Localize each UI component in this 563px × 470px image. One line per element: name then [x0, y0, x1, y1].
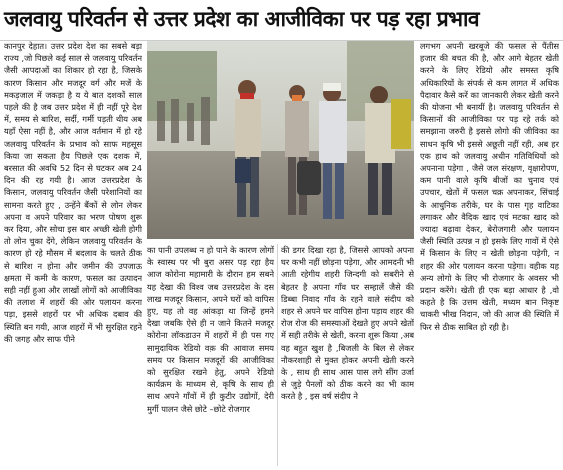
article-column-2 — [147, 244, 274, 468]
article-column-3 — [281, 244, 414, 468]
article-text-3: की डगर दिखा रहा है, जिससे आपको अपना घर कभी नहीं छोड़ना पड़ेगा, और आमदनी भी आती रहेगीय शहरी जिन्दगी को सबरीने से बेहतर है अपना गाँव घर सम्हालें जैसे की डिब्बा निवाद गाँव के रहने वाले संदीप को शहर से अपने घर वापिस होना पड़ाय शहर की रोज रोज की समस्याओं देखते हुए अपने खेतों में सही तरीके से खेती, करना शुरू किया ,अब वह बहुत खुश है ,बिजली के बिल से लेकर नौकरशाही से मुक्त होकर अपनी खेती करने के , साथ ही साथ आस पास लगे सींग उर्जा से जुड़े पैनलों को ठीक करने का भी काम करते है , इस वर्ष संदीप ने — [281, 245, 414, 402]
headline: जलवायु परिवर्तन से उत्तर प्रदेश का आजीविका पर पड़ रहा प्रभाव — [4, 7, 480, 31]
headline-bar — [0, 0, 563, 41]
photo-illustration — [147, 41, 414, 239]
article-text-1: कानपुर देहात। उत्तर प्रदेश देश का सबसे बड़ा राज्य ,जो पिछले कई साल से जलवायु परिवर्तन जैसी आपदाओं का शिकार हो रहा है, जिसके कारण किसान और मजदूर वर्ग और मजें के मकड़जाल में जकड़ा है य ये बात दशकों साल पहले की है जब उत्तर प्रदेश में ही नहीं पूरे देश में, समय से बारिश, सर्दी, गर्मी पड़ती थीय अब यहाँ ऐसा नहीं है, और आज वर्तमान में हो रहे जलवायु परिवर्तन के प्रभाव को साफ महसूस किया जा सकता हैय पिछले एक दशक में, बरसात की अवधि 52 दिन से घटकर अब 24 दिन की रह गयी है। आज उत्तरप्रदेश के किसान, जलवायु परिवर्तन जैसी परेशानियों का सामना करते हुए , उन्हेंने बैंकों से लोन लेकर अपना व अपने परिवार का भरण पोषण शुरू कर दिया, और सोचा इस बार अच्छी खेती होगी तो लोन चुका देंगे, लेकिन जलवायु परिवर्तन के कारण हो रहे मौसम में बदलाव के चलते ठीक से बारिश न होना और जमीन की उपजाऊ क्षमता में कमी के कारण, फसल का उत्पादन सही नहीं हुआ और लाखों लोगों को आजीविका की तलाश में शहरों की ओर पलायन करना पड़ा, इससे शहरों पर भी अधिक दबाव की स्थिति बन गयी, आज शहरों में भी सुरक्षित रहने की जगह और साफ पीने — [4, 41, 142, 344]
article-column-4 — [420, 40, 559, 468]
news-photo-migrant-workers — [147, 41, 414, 239]
article-text-4: लगभग अपनी खरबूजे की फसल से पैंतीस हजार की बचत की है, और आगे बेहतर खेती करने के लिए रेडियो और समस्त कृषि अधिकारियों के संपर्क से कम लागत में अधिक पैदावार कैसे करें का जानकारी लेकर खेती करने की योजना भी बनायीं है। जलवायु परिवर्तन से किसानों की आजीविका पर पड़ रहे तर्क को समझाना जरुरी है इससे लोगो की जीविका का साधन कृषि भी इससे अछूती नहीं रही, अब हर एक हाथ को जलवायु अधीन गतिविधियों को अपनाना पड़ेगा , जैसे जल संरक्षण, वृक्षारोपण, कम पानी वाले कृषि बीजों का चुनाव एवं उपचार, खेतों में फसल चक्र अपनाकर, सिंचाई के आधुनिक तरीके, घर के पास गृह वाटिका लगाकर और वैदिक खाद एवं मटका खाद को ज्यादा बढ़ावा देकर, बेरोजगारी और पलायन जैसी स्थिति उत्पन्न न हो इसके लिए गावों में ऐसे में किसान के लिए न खेती छोड़ना पड़ेगी, न शहर की ओर पलायन करना पड़ेगा। वहीक यह अन्य लोगो के लिए भी रोजगार के अवसर भी प्रदान करेंगे। खेती ही एक बड़ा आधार है ,वो कहते है कि उत्तम खेती, मध्यम बान निकृष्ट चाकरी भीख निदान, जो की आज की स्थिति में फिर से ठीक साबित हो रही है। — [420, 41, 559, 332]
article-text-2: का पानी उपलब्ध न हो पाने के कारण लोगों के स्वास्थ पर भी बुरा असर पड़ रहा हैय आज कोरोना महामारी के दौरान हम सबने यह देखा की विश्व जब उत्तरप्रदेश के दस लाख मजदूर किसान, अपने घरों को वापिस हुए, यह तो वह आंकड़ा था जिन्हें हमने देखा जबकि ऐसे ही न जाने कितने मजदूर कोरोना लॉकडाउन में शहरों में ही पस गए सामुदायिक रेडियो वक़ की आवाज समय समय पर किसान मजदूरों की आजीविका को सुरक्षित रखने हेतु, अपने रेडियो कार्यक्रम के माध्यम से, कृषि के साथ ही साथ अपने गाँवों में ही कुटीर उद्योगों, देरी मुर्गी पालन जैसे छोटे –छोटे रोजगार — [147, 245, 274, 414]
article-column-1 — [4, 40, 142, 468]
column-rule-2-3 — [277, 244, 278, 466]
